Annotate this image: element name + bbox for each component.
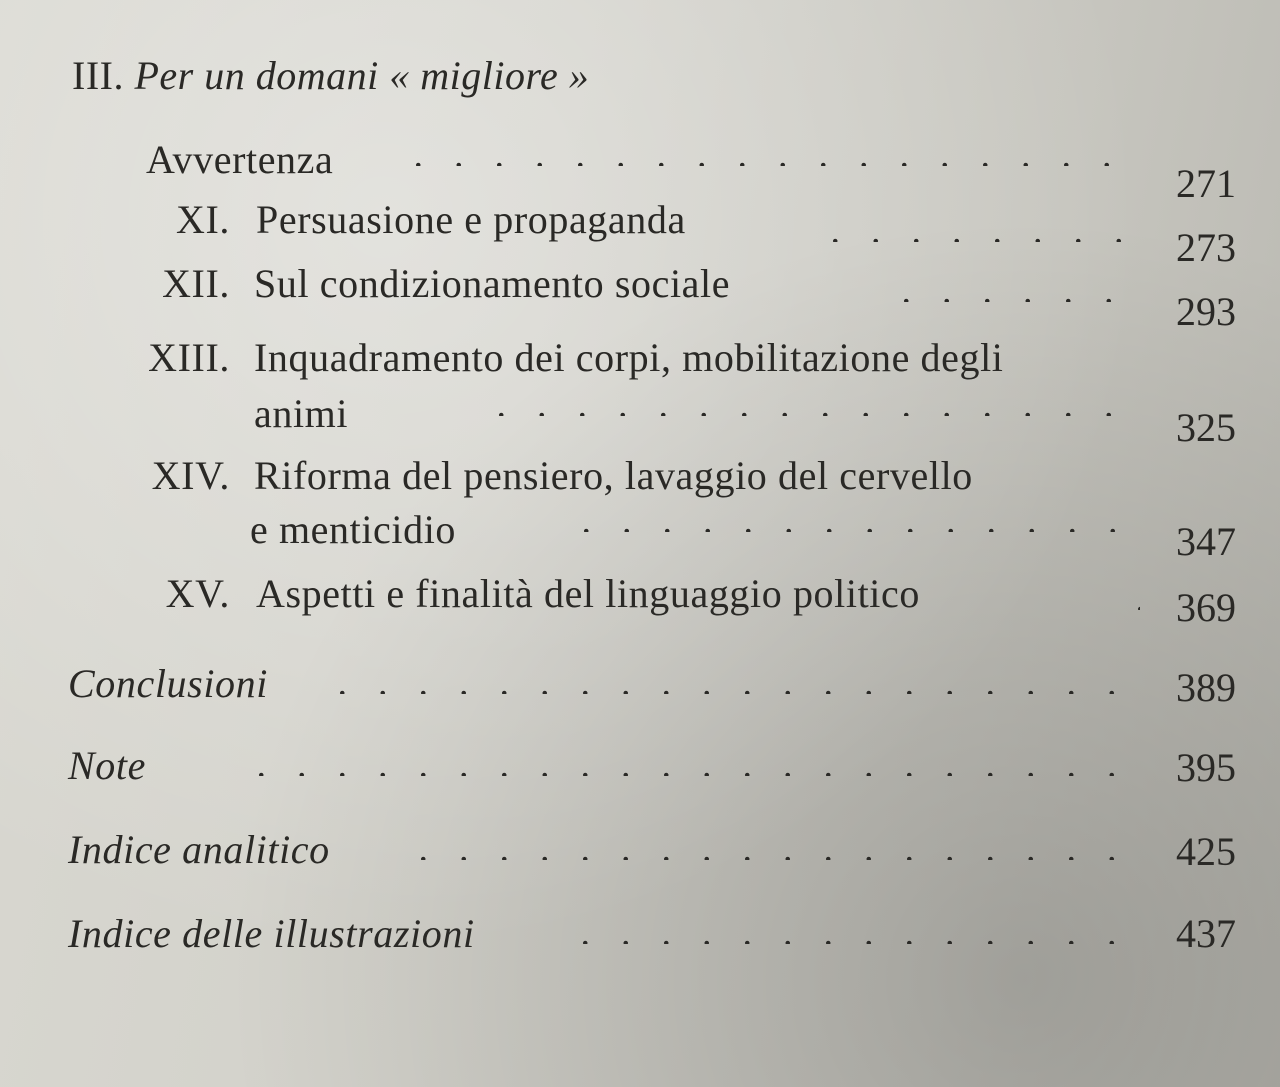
dot-leaders	[322, 690, 1132, 694]
toc-entry-title: Avvertenza	[146, 137, 334, 182]
toc-entry-title: Indice analitico	[68, 827, 330, 872]
toc-page-number: 293	[1176, 289, 1236, 334]
toc-entry-title: Note	[68, 743, 146, 788]
toc-entry-title: Indice delle illustrazioni	[68, 911, 475, 956]
toc-entry-title-line2: e menticidio	[250, 507, 457, 552]
chapter-number: XIV.	[151, 453, 230, 498]
chapter-number: XIII.	[148, 335, 230, 380]
dot-leaders	[398, 162, 1128, 166]
dot-leaders	[566, 528, 1130, 532]
dot-leaders	[481, 412, 1130, 416]
dot-leaders	[1120, 606, 1140, 610]
toc-entry-title: Aspetti e finalità del linguaggio politico	[256, 571, 920, 616]
toc-page-number: 389	[1176, 665, 1236, 710]
dot-leaders	[403, 856, 1132, 860]
part-heading	[72, 52, 589, 99]
toc-page-number: 425	[1176, 829, 1236, 874]
part-title: Per un domani « migliore »	[134, 53, 590, 98]
toc-entry-title: Sul condizionamento sociale	[254, 261, 731, 306]
toc-page-number: 325	[1176, 405, 1236, 450]
toc-entry-title-line2: animi	[254, 391, 349, 436]
toc-page-number: 437	[1176, 911, 1236, 956]
toc-entry-title: Inquadramento dei corpi, mobilitazione degli	[254, 335, 1004, 380]
dot-leaders	[886, 298, 1130, 302]
toc-entry-title: Persuasione e propaganda	[256, 197, 686, 242]
toc-page-number: 347	[1176, 519, 1236, 564]
toc-page-number: 395	[1176, 745, 1236, 790]
toc-page-number: 369	[1176, 585, 1236, 630]
chapter-number: XII.	[162, 261, 230, 306]
toc-entry-title: Conclusioni	[68, 661, 268, 706]
chapter-number: XI.	[175, 197, 230, 242]
toc-page-number: 273	[1176, 225, 1236, 270]
dot-leaders	[815, 238, 1130, 242]
part-number: III.	[72, 53, 124, 98]
toc-entry-title: Riforma del pensiero, lavaggio del cervello	[254, 453, 973, 498]
dot-leaders	[241, 772, 1132, 776]
chapter-number: XV.	[165, 571, 230, 616]
toc-page-number: 271	[1176, 161, 1236, 206]
dot-leaders	[565, 940, 1132, 944]
